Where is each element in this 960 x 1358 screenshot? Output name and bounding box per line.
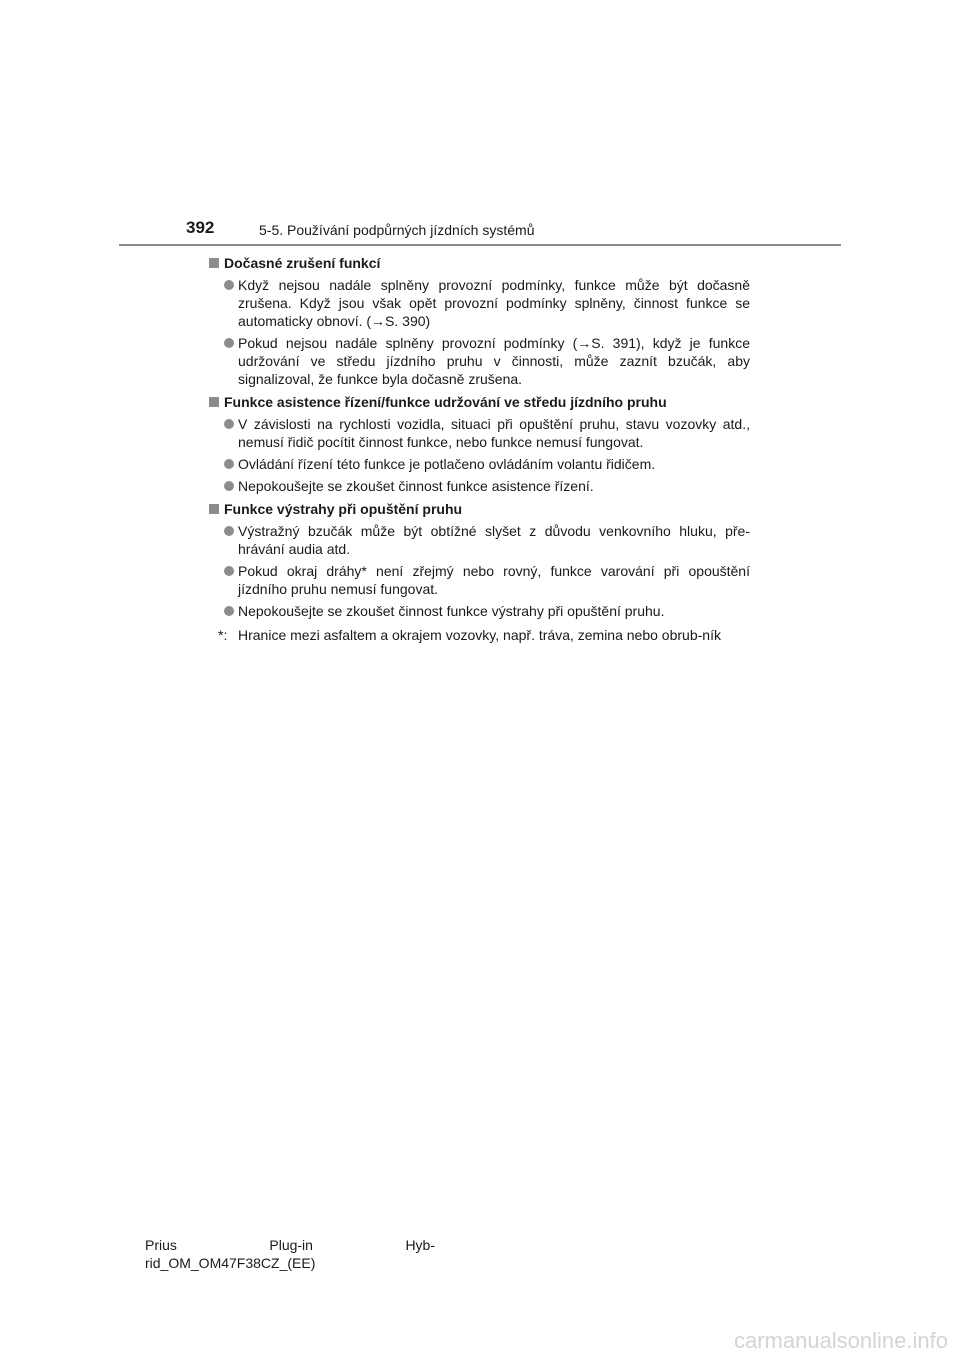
footnote-mark: *: xyxy=(218,627,228,643)
list-item: Když nejsou nadále splněny provozní podmínky, funkce může být dočasně zrušena. Když jsou však opět provozní podmínky splněny, činnost funkce se automaticky obnoví. (→S. 390) xyxy=(208,276,750,330)
circle-bullet-icon xyxy=(224,338,234,348)
footer-model: Prius xyxy=(145,1237,177,1253)
footer xyxy=(145,1236,435,1272)
list-item: V závislosti na rychlosti vozidla, situaci při opuštění pruhu, stavu vozovky atd., nemusí řidič pocítit činnost funkce, nebo funkce nemusí fungovat. xyxy=(208,415,750,451)
footnote xyxy=(208,626,750,644)
list-item: Pokud okraj dráhy* není zřejmý nebo rovný, funkce varování při opouštění jízdního pruhu nemusí fungovat. xyxy=(208,562,750,598)
circle-bullet-icon xyxy=(224,526,234,536)
list-item: Ovládání řízení této funkce je potlačeno ovládáním volantu řidičem. xyxy=(208,455,750,473)
footer-type: Hyb- xyxy=(405,1237,435,1253)
square-bullet-icon xyxy=(209,397,219,407)
header-divider xyxy=(119,244,841,246)
list-item: Nepokoušejte se zkoušet činnost funkce výstrahy při opuštění pruhu. xyxy=(208,602,750,620)
section-heading: Funkce asistence řízení/funkce udržování ve středu jízdního pruhu xyxy=(208,393,750,411)
circle-bullet-icon xyxy=(224,459,234,469)
circle-bullet-icon xyxy=(224,419,234,429)
square-bullet-icon xyxy=(209,258,219,268)
circle-bullet-icon xyxy=(224,566,234,576)
circle-bullet-icon xyxy=(224,606,234,616)
watermark: carmanualsonline.info xyxy=(733,1328,948,1353)
section-heading: Funkce výstrahy při opuštění pruhu xyxy=(208,500,750,518)
square-bullet-icon xyxy=(209,504,219,514)
list-item: Nepokoušejte se zkoušet činnost funkce asistence řízení. xyxy=(208,477,750,495)
main-content xyxy=(208,254,750,644)
circle-bullet-icon xyxy=(224,481,234,491)
list-item: Pokud nejsou nadále splněny provozní podmínky (→S. 391), když je funkce udržování ve středu jízdního pruhu v činnosti, může zaznít bzučák, aby signalizoval, že funkce byla dočasně zrušena. xyxy=(208,334,750,388)
footer-variant: Plug-in xyxy=(269,1237,313,1253)
section-title: 5-5. Používání podpůrných jízdních systémů xyxy=(259,222,535,238)
circle-bullet-icon xyxy=(224,280,234,290)
page-number: 392 xyxy=(186,218,215,237)
footer-doc-code: rid_OM_OM47F38CZ_(EE) xyxy=(145,1255,316,1271)
section-heading: Dočasné zrušení funkcí xyxy=(208,254,750,272)
footnote-text: Hranice mezi asfaltem a okrajem vozovky, např. tráva, zemina nebo obrub-ník xyxy=(238,627,721,643)
list-item: Výstražný bzučák může být obtížné slyšet z důvodu venkovního hluku, pře-hrávání audia atd. xyxy=(208,522,750,558)
